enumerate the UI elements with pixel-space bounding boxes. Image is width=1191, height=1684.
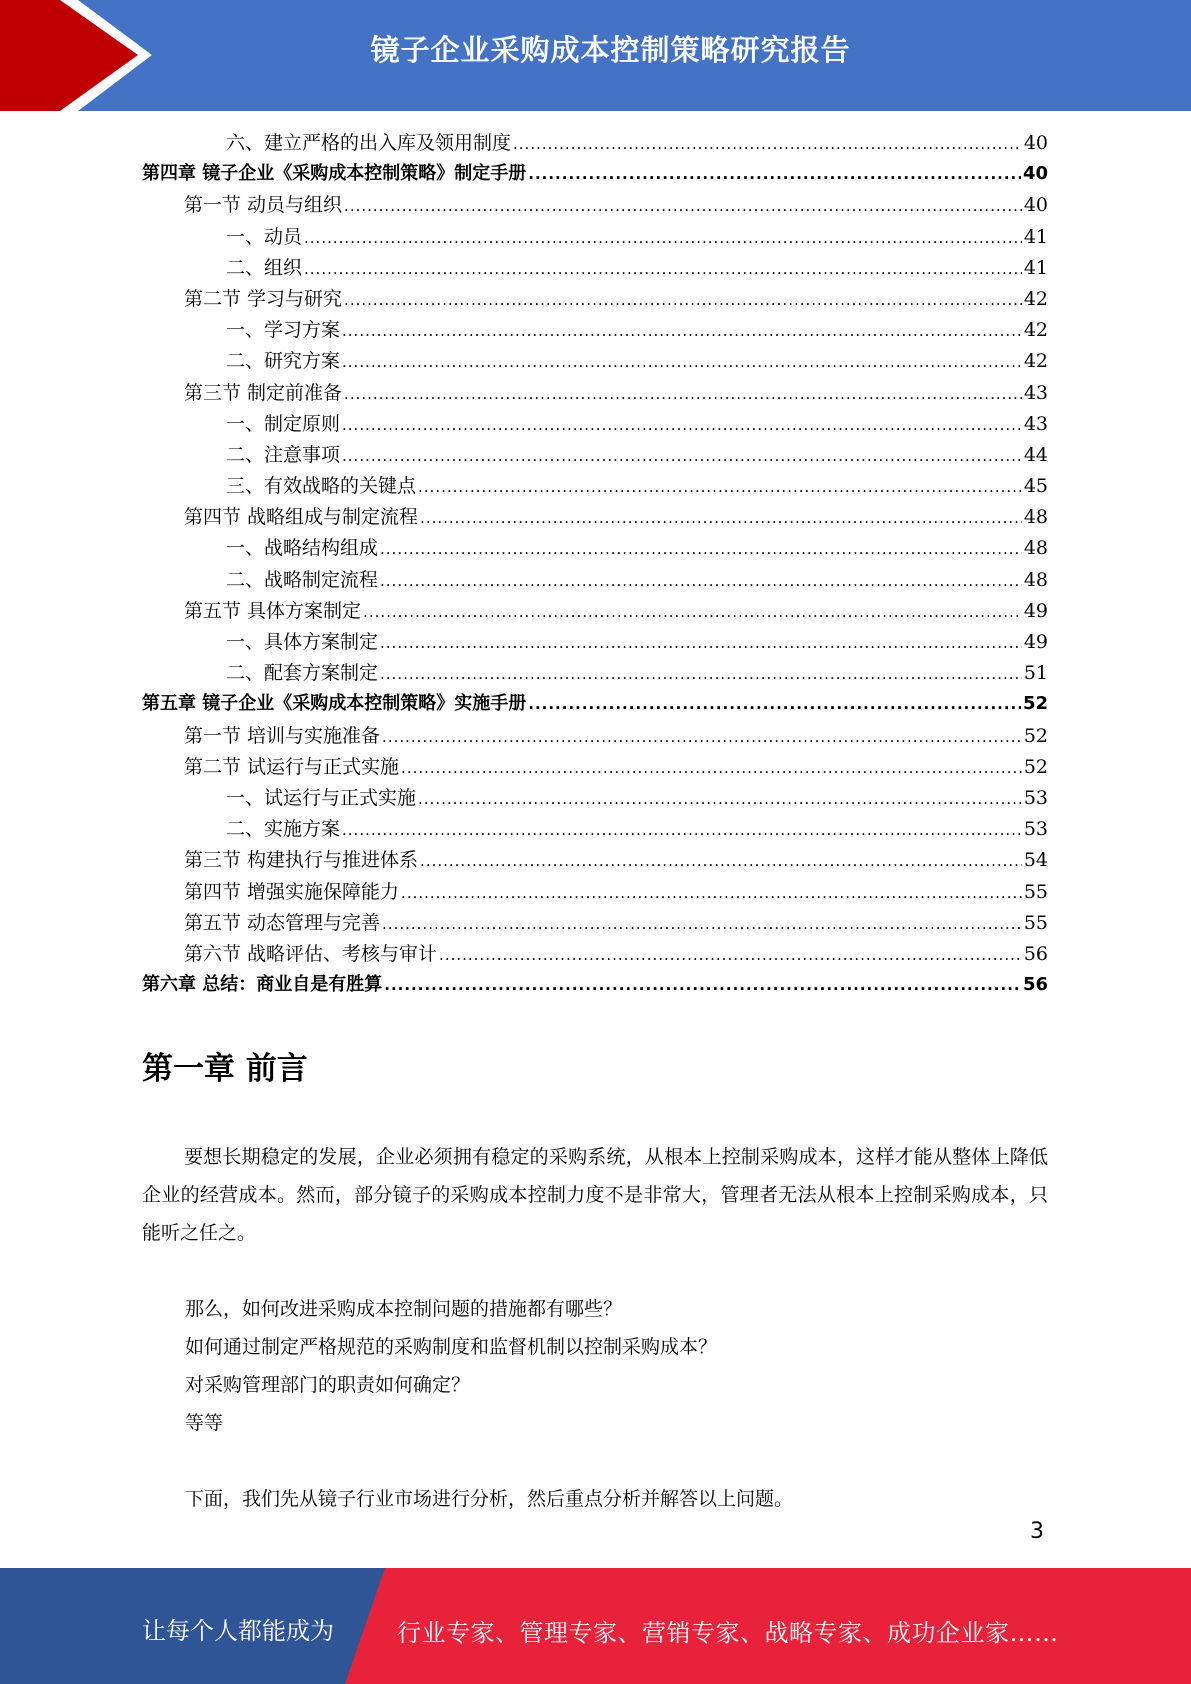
chapter-heading: 第一章 前言 <box>142 1051 308 1087</box>
toc-entry-label: 第六节 战略评估、考核与审计 <box>184 942 438 965</box>
toc-entry-label: 第三节 构建执行与推进体系 <box>184 849 419 872</box>
toc-entry-label: 一、动员 <box>226 225 303 248</box>
toc-leader-dots <box>342 447 1022 465</box>
table-of-contents <box>142 128 1048 1001</box>
page-footer <box>0 1568 1191 1684</box>
toc-subsection-entry[interactable] <box>142 346 1048 377</box>
toc-section-entry[interactable] <box>142 908 1048 939</box>
toc-subsection-entry[interactable] <box>142 128 1048 159</box>
toc-section-entry[interactable] <box>142 284 1048 315</box>
toc-leader-dots <box>401 759 1022 777</box>
toc-section-entry[interactable] <box>142 721 1048 752</box>
toc-entry-label: 二、配套方案制定 <box>226 662 379 685</box>
toc-entry-label: 一、制定原则 <box>226 412 341 435</box>
toc-entry-label: 第五节 动态管理与完善 <box>184 911 381 934</box>
toc-leader-dots <box>304 260 1022 278</box>
toc-entry-page: 53 <box>1023 818 1048 841</box>
toc-entry-label: 三、有效战略的关键点 <box>226 475 417 498</box>
toc-leader-dots <box>513 135 1022 153</box>
toc-entry-page: 44 <box>1023 443 1048 466</box>
toc-leader-dots <box>344 197 1022 215</box>
toc-entry-page: 42 <box>1023 319 1048 342</box>
toc-entry-page: 42 <box>1023 287 1048 310</box>
toc-entry-label: 第六章 总结：商业自是有胜算 <box>142 974 383 996</box>
toc-leader-dots <box>344 385 1022 403</box>
closing-paragraph: 下面，我们先从镜子行业市场进行分析，然后重点分析并解答以上问题。 <box>185 1488 794 1510</box>
toc-leader-dots <box>401 884 1022 902</box>
toc-subsection-entry[interactable] <box>142 315 1048 346</box>
toc-entry-page: 48 <box>1023 537 1048 560</box>
toc-entry-label: 六、建立严格的出入库及领用制度 <box>226 132 512 154</box>
toc-entry-label: 二、战略制定流程 <box>226 568 379 591</box>
toc-subsection-entry[interactable] <box>142 565 1048 596</box>
toc-section-entry[interactable] <box>142 877 1048 908</box>
toc-entry-page: 55 <box>1023 911 1048 934</box>
toc-leader-dots <box>382 915 1022 933</box>
toc-entry-label: 一、具体方案制定 <box>226 631 379 653</box>
toc-entry-page: 56 <box>1023 942 1048 965</box>
toc-entry-page: 40 <box>1022 163 1048 185</box>
toc-leader-dots <box>380 634 1022 652</box>
toc-entry-label: 一、试运行与正式实施 <box>226 786 417 809</box>
toc-leader-dots <box>342 416 1022 434</box>
toc-entry-label: 第五节 具体方案制定 <box>184 599 362 622</box>
toc-entry-page: 54 <box>1023 849 1048 872</box>
toc-leader-dots <box>344 291 1022 309</box>
toc-entry-page: 40 <box>1023 132 1048 154</box>
toc-entry-label: 第二节 学习与研究 <box>184 287 343 310</box>
toc-entry-page: 43 <box>1023 381 1048 404</box>
question-list <box>185 1290 717 1442</box>
question-item: 那么，如何改进采购成本控制问题的措施都有哪些？ <box>185 1298 623 1320</box>
toc-leader-dots <box>342 322 1022 340</box>
toc-entry-label: 第四节 增强实施保障能力 <box>184 880 400 903</box>
toc-leader-dots <box>418 790 1022 808</box>
toc-section-entry[interactable] <box>142 596 1048 627</box>
toc-leader-dots <box>420 509 1022 527</box>
toc-leader-dots <box>382 728 1022 746</box>
report-title: 镜子企业采购成本控制策略研究报告 <box>370 33 851 67</box>
toc-entry-page: 53 <box>1023 786 1048 809</box>
toc-leader-dots <box>380 540 1022 558</box>
toc-section-entry[interactable] <box>142 502 1048 533</box>
toc-entry-label: 一、学习方案 <box>226 319 341 342</box>
toc-entry-label: 二、组织 <box>226 256 303 279</box>
toc-entry-label: 第三节 制定前准备 <box>184 381 343 404</box>
toc-section-entry[interactable] <box>142 845 1048 876</box>
toc-subsection-entry[interactable] <box>142 409 1048 440</box>
toc-leader-dots <box>439 946 1022 964</box>
toc-entry-page: 51 <box>1023 662 1048 685</box>
toc-subsection-entry[interactable] <box>142 440 1048 471</box>
toc-entry-page: 43 <box>1023 412 1048 435</box>
toc-leader-dots <box>304 229 1022 247</box>
toc-section-entry[interactable] <box>142 752 1048 783</box>
footer-slogan: 让每个人都能成为 <box>142 1617 334 1645</box>
toc-leader-dots <box>528 695 1021 713</box>
toc-chapter-entry[interactable] <box>142 970 1048 1001</box>
toc-entry-label: 二、研究方案 <box>226 350 341 373</box>
toc-entry-page: 56 <box>1022 974 1048 996</box>
toc-entry-page: 42 <box>1023 350 1048 373</box>
toc-section-entry[interactable] <box>142 939 1048 970</box>
toc-leader-dots <box>380 665 1022 683</box>
toc-leader-dots <box>418 478 1022 496</box>
toc-entry-page: 40 <box>1023 194 1048 217</box>
intro-paragraph: 要想长期稳定的发展，企业必须拥有稳定的采购系统，从根本上控制采购成本，这样才能从整体上降低企业的经营成本。然而，部分镜子的采购成本控制力度不是非常大，管理者无法从根本上控制采购成本，只能听之任之。 <box>142 1146 1048 1244</box>
toc-chapter-entry[interactable] <box>142 159 1048 190</box>
toc-subsection-entry[interactable] <box>142 471 1048 502</box>
toc-subsection-entry[interactable] <box>142 627 1048 658</box>
question-item: 等等 <box>185 1412 224 1434</box>
toc-entry-label: 二、注意事项 <box>226 443 341 466</box>
toc-entry-page: 48 <box>1023 506 1048 529</box>
toc-entry-page: 52 <box>1023 755 1048 778</box>
toc-entry-page: 49 <box>1023 631 1048 653</box>
toc-subsection-entry[interactable] <box>142 814 1048 845</box>
toc-chapter-entry[interactable] <box>142 689 1048 720</box>
question-item: 对采购管理部门的职责如何确定？ <box>185 1374 471 1396</box>
toc-entry-page: 52 <box>1023 724 1048 747</box>
footer-expert-list: 行业专家、管理专家、营销专家、战略专家、成功企业家…… <box>397 1619 1059 1647</box>
toc-subsection-entry[interactable] <box>142 533 1048 564</box>
toc-leader-dots <box>342 353 1022 371</box>
toc-entry-label: 第一节 动员与组织 <box>184 194 343 217</box>
toc-entry-page: 41 <box>1023 256 1048 279</box>
page-number: 3 <box>1030 1519 1044 1544</box>
toc-entry-label: 二、实施方案 <box>226 818 341 841</box>
toc-entry-page: 48 <box>1023 568 1048 591</box>
page-header <box>0 0 1191 111</box>
toc-entry-label: 第四章 镜子企业《采购成本控制策略》制定手册 <box>142 163 527 185</box>
toc-entry-label: 一、战略结构组成 <box>226 537 379 560</box>
toc-leader-dots <box>384 976 1021 994</box>
toc-entry-page: 41 <box>1023 225 1048 248</box>
toc-leader-dots <box>380 572 1022 590</box>
toc-subsection-entry[interactable] <box>142 783 1048 814</box>
toc-entry-page: 49 <box>1023 599 1048 622</box>
toc-leader-dots <box>363 603 1022 621</box>
toc-leader-dots <box>342 821 1022 839</box>
toc-entry-page: 45 <box>1023 475 1048 498</box>
toc-subsection-entry[interactable] <box>142 658 1048 689</box>
toc-leader-dots <box>420 852 1022 870</box>
toc-leader-dots <box>528 165 1021 183</box>
question-item: 如何通过制定严格规范的采购制度和监督机制以控制采购成本？ <box>185 1336 718 1358</box>
toc-entry-page: 52 <box>1022 693 1048 715</box>
toc-subsection-entry[interactable] <box>142 253 1048 284</box>
toc-entry-label: 第四节 战略组成与制定流程 <box>184 506 419 529</box>
toc-subsection-entry[interactable] <box>142 222 1048 253</box>
toc-entry-label: 第五章 镜子企业《采购成本控制策略》实施手册 <box>142 693 527 715</box>
toc-entry-label: 第一节 培训与实施准备 <box>184 724 381 747</box>
toc-entry-label: 第二节 试运行与正式实施 <box>184 755 400 778</box>
toc-entry-page: 55 <box>1023 880 1048 903</box>
toc-section-entry[interactable] <box>142 190 1048 221</box>
toc-section-entry[interactable] <box>142 378 1048 409</box>
